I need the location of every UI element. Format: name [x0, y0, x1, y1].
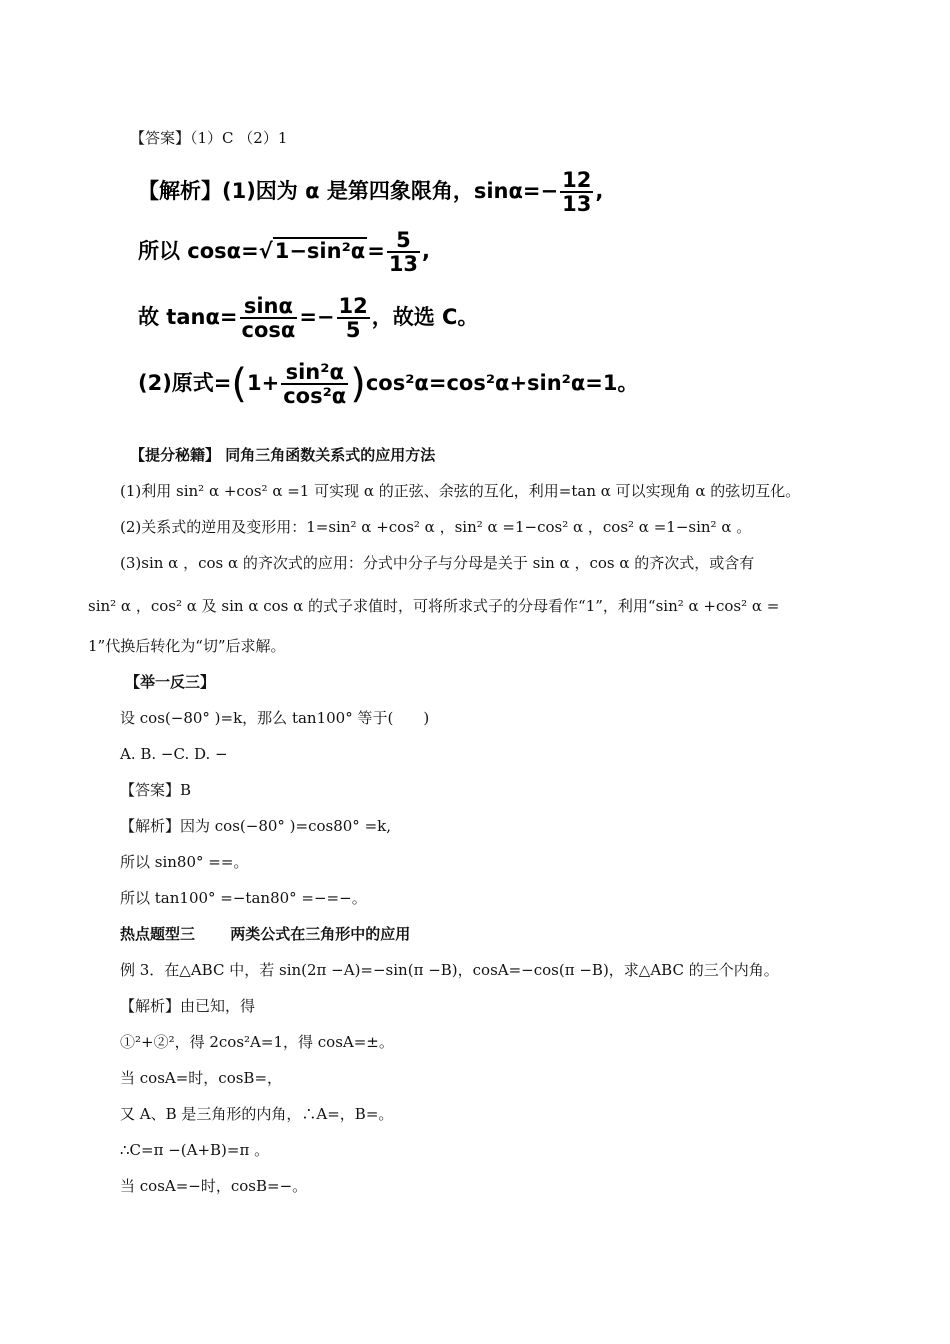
numerator: sin²α — [281, 361, 348, 385]
solution-text: , — [422, 239, 431, 263]
example-solution-line: 当 cosA=−时，cosB=−。 — [120, 1177, 308, 1195]
denominator: 13 — [562, 192, 592, 216]
solution-line-4 — [138, 361, 639, 407]
practice-options: A. B. −C. D. − — [120, 745, 228, 763]
practice-question: 设 cos(−80° )=k，那么 tan100° 等于( ) — [120, 709, 430, 727]
tips-item-3-cont: sin² α ，cos² α 及 sin α cos α 的式子求值时，可将所求式子的分母看作“1”，利用“sin² α +cos² α = — [88, 597, 780, 615]
tips-item-3-cont: 1”代换后转化为“切”后求解。 — [88, 637, 286, 655]
tips-item-3: (3)sin α ，cos α 的齐次式的应用：分式中分子与分母是关于 sin α ，cos α 的齐次式，或含有 — [120, 554, 755, 572]
tips-item-2: (2)关系式的逆用及变形用：1=sin² α +cos² α ，sin² α =1−cos² α ，cos² α =1−sin² α 。 — [120, 518, 752, 536]
solution-text: 所以 cosα=√ — [138, 239, 273, 263]
example-solution-line: 又 A、B 是三角形的内角，∴A=，B=。 — [120, 1105, 394, 1123]
example-solution-line: 当 cosA=时，cosB=， — [120, 1069, 283, 1087]
radicand: 1−sin²α — [274, 239, 366, 263]
example-solution-line: ∴C=π −(A+B)=π 。 — [120, 1141, 270, 1159]
example-solution-line: ①²+②²，得 2cos²A=1，得 cosA=±。 — [120, 1033, 394, 1051]
practice-answer: 【答案】B — [120, 781, 192, 799]
solution-image — [134, 165, 639, 415]
solution-text: , — [595, 179, 604, 203]
numerator: 5 — [387, 229, 420, 253]
example-solution-line: 【解析】由已知，得 — [120, 997, 256, 1015]
denominator: 13 — [388, 252, 419, 276]
practice-solution-line: 【解析】因为 cos(−80° )=cos80° =k, — [120, 817, 392, 835]
tips-heading: 【提分秘籍】 同角三角函数关系式的应用方法 — [130, 446, 436, 464]
practice-solution-line: 所以 tan100° =−tan80° =−=−。 — [120, 889, 367, 907]
denominator: cos²α — [283, 384, 347, 408]
denominator: 5 — [345, 318, 361, 342]
numerator: sinα — [240, 295, 298, 319]
solution-text: cos²α=cos²α+sin²α=1。 — [365, 371, 639, 395]
right-paren: ) — [350, 361, 366, 407]
solution-line-1 — [138, 169, 603, 215]
fraction — [337, 295, 370, 341]
tips-item-1: (1)利用 sin² α +cos² α =1 可实现 α 的正弦、余弦的互化，利用=tan α 可以实现角 α 的弦切互化。 — [120, 482, 801, 500]
fraction — [240, 295, 298, 341]
left-paren: ( — [231, 361, 248, 407]
solution-line-2 — [138, 229, 430, 275]
solution-text: ，故选 C。 — [371, 305, 479, 329]
denominator: cosα — [241, 318, 296, 342]
solution-line-3 — [138, 295, 478, 341]
numerator: 12 — [338, 294, 368, 318]
solution-text: (2)原式= — [138, 371, 232, 395]
answer-line: 【答案】（1）C （2）1 — [130, 129, 288, 147]
fraction — [387, 229, 420, 275]
section-heading: 热点题型三 两类公式在三角形中的应用 — [120, 925, 411, 943]
numerator: 12 — [562, 168, 592, 192]
solution-text: 故 tanα= — [138, 305, 238, 329]
practice-heading: 【举一反三】 — [125, 673, 216, 691]
solution-text: 1+ — [247, 371, 280, 395]
practice-solution-line: 所以 sin80° ==。 — [120, 853, 249, 871]
solution-text: = — [367, 239, 385, 263]
solution-text: 【解析】(1)因为 α 是第四象限角，sinα=− — [138, 179, 559, 203]
fraction — [560, 169, 593, 215]
example-question: 例 3．在△ABC 中，若 sin(2π −A)=−sin(π −B)，cosA=−cos(π −B)，求△ABC 的三个内角。 — [120, 961, 779, 979]
fraction — [281, 361, 348, 407]
solution-text: =− — [299, 305, 335, 329]
